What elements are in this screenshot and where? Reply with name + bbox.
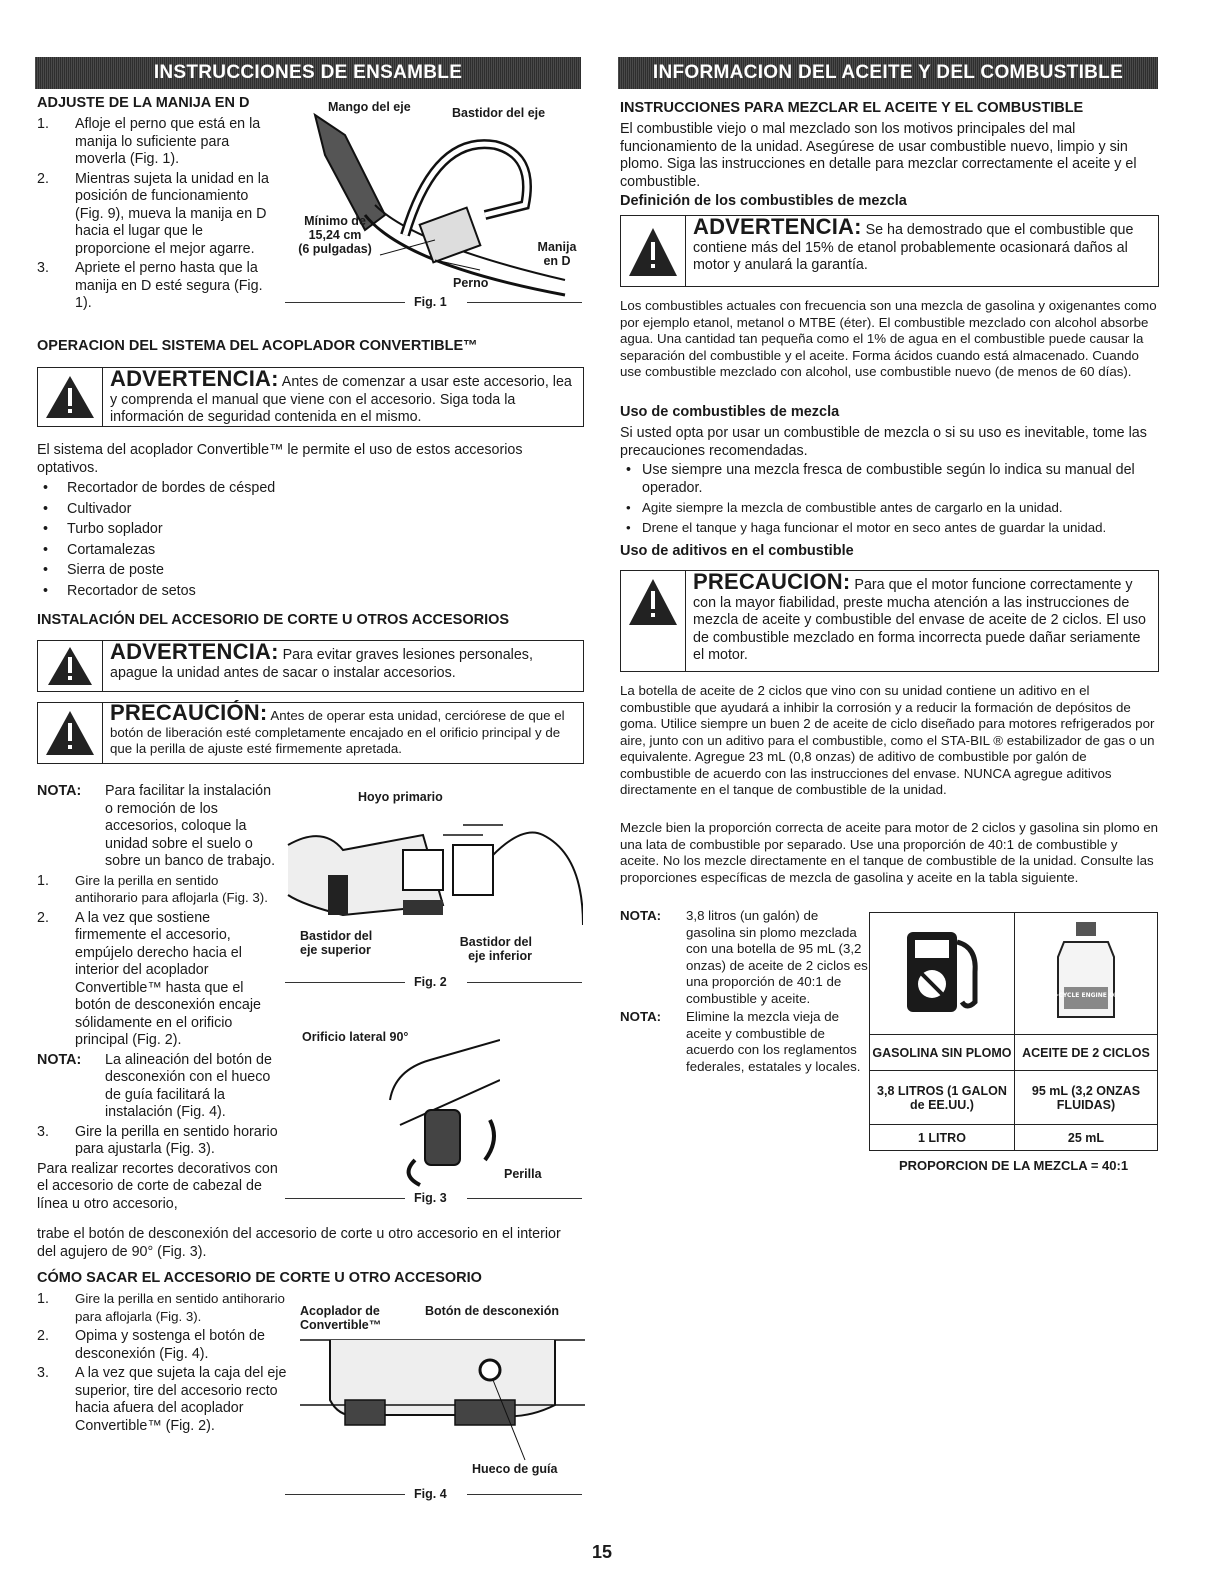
mix-ratio-table (869, 912, 1158, 1151)
warning-icon (621, 216, 686, 286)
fuels-paragraph: Los combustibles actuales con frecuencia son una mezcla de gasolina y oxigenantes como por ejemplo etanol, metanol o MTBE (éter). El combustible mezclado con alcohol absorbe agua. Una cantidad tan pequeña como el 1% de agua en el combustible puede causar la separación del combustible y el aceite. Forma ácidos cuando está almacenado. Cuando use combustible mezclado con alcohol, use combustible nuevo (de menos de 60 días). (620, 298, 1157, 379)
list-item: • Turbo soplador (37, 521, 582, 539)
step-text: Mientras sujeta la unidad en la posición de funcionamiento (Fig. 9), mueva la manija en D hacia el lugar que le proporcione el mejor agarre. (75, 170, 269, 257)
coupler-heading: OPERACION DEL SISTEMA DEL ACOPLADOR CONVERTIBLE™ (37, 338, 478, 354)
fig4-rule-left (285, 1494, 405, 1495)
def-heading: Definición de los combustibles de mezcla (620, 193, 907, 209)
oil-bottle-icon (1014, 913, 1157, 1035)
list-item: • Sierra de poste (37, 562, 582, 580)
list-item: • Recortador de bordes de césped (37, 480, 582, 498)
fig3-label-knob: Perilla (504, 1167, 542, 1181)
note-text: Para facilitar la instalación o remoción de los accesorios, coloque la unidad sobre el suelo o sobre un banco de trabajo. (105, 783, 276, 869)
list-item: • Agite siempre la mezcla de combustible antes de cargarlo en la unidad. (620, 500, 1160, 517)
fig2-label-upper-housing: Bastidor del eje superior (300, 929, 373, 957)
warning-icon (38, 368, 103, 426)
decorative-trim-text: Para realizar recortes decorativos con el accesorio de corte de cabezal de línea u otro accesorio, (37, 1160, 278, 1212)
coupler-warning-box (37, 367, 584, 427)
fig1-label-minimum: Mínimo de 15,24 cm (6 pulgadas) (298, 214, 372, 256)
fig1-rule-left (285, 302, 405, 303)
fig4-label-coupler: Acoplador de Convertible™ (300, 1304, 382, 1332)
fuel-warning-text: ADVERTENCIA: Se ha demostrado que el combustible que contiene más del 15% de etanol probablemente ocasionará daños al motor y anulará la garantía. (693, 214, 1134, 273)
mix-heading: INSTRUCCIONES PARA MEZCLAR EL ACEITE Y EL COMBUSTIBLE (620, 100, 1084, 116)
table-cell: 95 mL (3,2 ONZAS FLUIDAS) (1014, 1071, 1157, 1125)
d-handle-steps: 1. Afloje el perno que está en la manija lo suficiente para moverla (Fig. 1). 2. Mientras sujeta la unidad en la posición de funcionamiento (Fig. 9), mueva la manija en D hacia el lugar que le proporcione el mejor agarre. 3. Apriete el perno hasta que la manija en D esté segura (Fig. 1). (37, 116, 269, 311)
remove-heading: CÓMO SACAR EL ACCESORIO DE CORTE U OTRO ACCESORIO (37, 1270, 482, 1286)
use-heading: Uso de combustibles de mezcla (620, 404, 840, 420)
warning-icon (38, 703, 103, 763)
coupler-intro: El sistema del acoplador Convertible™ le permite el uso de estos accesorios optativos. (37, 442, 523, 476)
fig1-label-bolt: Perno (453, 276, 489, 290)
knob-figure-3 (300, 1020, 500, 1190)
fig4-label-guide-slot: Hueco de guía (472, 1462, 558, 1476)
table-cell: 25 mL (1014, 1125, 1157, 1151)
step-text: Gire la perilla en sentido horario para ajustarla (Fig. 3). (75, 1123, 278, 1157)
mix-intro: El combustible viejo o mal mezclado son los motivos principales del mal funcionamiento de la unidad. Asegúrese de usar combustible nuevo, limpio y sin plomo. Siga las instrucciones en detalle para mezclar correctamente el aceite y el combustible. (620, 121, 1137, 190)
step-text: Gire la perilla en sentido antihorario para aflojarla (Fig. 3). (75, 1291, 285, 1324)
note-text: La alineación del botón de desconexión con el hueco de guía facilitará la instalación (Fig. 4). (105, 1051, 272, 1120)
fig1-label-shaft-housing: Bastidor del eje (452, 106, 546, 120)
section-banner-oil-fuel: INFORMACION DEL ACEITE Y DEL COMBUSTIBLE (618, 57, 1158, 89)
warning-icon (38, 641, 103, 691)
coupler-figure-4 (295, 1330, 585, 1465)
coupler-warning-text: ADVERTENCIA: Antes de comenzar a usar este accesorio, lea y comprenda el manual que viene con el accesorio. Siga toda la información de seguridad contenida en el mismo. (110, 366, 572, 425)
note-text: 3,8 litros (un galón) de gasolina sin plomo mezclada con una botella de 95 mL (3,2 onzas) de aceite de 2 ciclos es una proporción de 40:1 de combustible y aceite. (686, 908, 868, 1006)
fig2-rule-right (467, 982, 582, 983)
fuel-notes: NOTA: 3,8 litros (un galón) de gasolina sin plomo mezclada con una botella de 95 mL (3,2 onzas) de aceite de 2 ciclos es una proporción de 40:1 de combustible y aceite. NOTA: Elimine la mezcla vieja de aceite y combustible de acuerdo con los reglamentos federales, estatales y locales. (620, 908, 868, 1074)
install-caution-box (37, 702, 584, 764)
fig3-rule-right (467, 1198, 582, 1199)
additives-caution-box (620, 570, 1159, 672)
step-text: A la vez que sostiene firmemente el accesorio, empújelo derecho hacia el interior del acoplador Convertible™ hasta que el botón de desconexión encaje sólidamente en el orificio principal (Fig. 2). (75, 909, 262, 1048)
fig4-label-release-button: Botón de desconexión (425, 1304, 560, 1318)
list-item: • Recortador de setos (37, 583, 582, 601)
svg-text:2-CYCLE ENGINE OIL: 2-CYCLE ENGINE OIL (1051, 992, 1121, 999)
use-list (620, 462, 1160, 539)
fig3-label-side-hole: Orificio lateral 90° (302, 1030, 409, 1044)
fig1-rule-right (467, 302, 582, 303)
table-cell: 3,8 LITROS (1 GALON de EE.UU.) (870, 1071, 1015, 1125)
step-text: Apriete el perno hasta que la manija en D esté segura (Fig. 1). (75, 260, 263, 311)
install-steps: NOTA: Para facilitar la instalación o remoción de los accesorios, coloque la unidad sobre el suelo o sobre un banco de trabajo. 1. Gire la perilla en sentido antihorario para aflojarla (Fig. 3). 2. A la vez que sostiene firmemente el accesorio, empújelo derecho hacia el interior del acoplador Convertible™ hasta que el botón de desconexión encaje sólidamente en el orificio principal (Fig. 2). NOTA: La alineación del botón de desconexión con el hueco de guía facilitará la instalación (Fig. 4). 3. Gire la perilla en sentido horario para ajustarla (Fig. 3). Para realizar recortes decorativos con el accesorio de corte de cabezal de línea u otro accesorio, (37, 783, 282, 1213)
fuel-warning-box (620, 215, 1159, 287)
ratio-paragraph: Mezcle bien la proporción correcta de aceite para motor de 2 ciclos y gasolina sin plomo en una lata de combustible por separado. Use una proporción de 40:1 de combustible y aceite. No los mezcle directamente en el tanque de combustible de la unidad. Consulte las proporciones específicas de mezcla de gasolina y aceite en la tabla siguiente. (620, 820, 1159, 885)
table-cell: 1 LITRO (870, 1125, 1015, 1151)
fuel-pump-icon (870, 913, 1015, 1035)
use-intro: Si usted opta por usar un combustible de mezcla o si su uso es inevitable, tome las precauciones recomendadas. (620, 425, 1147, 459)
fig1-label-shaft-handle: Mango del eje (328, 100, 411, 114)
step-text: Opima y sostenga el botón de desconexión (Fig. 4). (75, 1328, 265, 1362)
coupler-figure-2 (283, 805, 583, 940)
install-warning-box (37, 640, 584, 692)
fig2-rule-left (285, 982, 405, 983)
fig1-label-d-handle: Manija en D (537, 240, 577, 268)
fig3-caption: Fig. 3 (414, 1191, 447, 1205)
fig2-label-primary-hole: Hoyo primario (358, 790, 443, 804)
step-text: Afloje el perno que está en la manija lo suficiente para moverla (Fig. 1). (75, 116, 261, 167)
table-header-gasoline: GASOLINA SIN PLOMO (870, 1035, 1015, 1071)
step-text: Gire la perilla en sentido antihorario para aflojarla (Fig. 3). (75, 872, 268, 905)
table-header-oil: ACEITE DE 2 CICLOS (1014, 1035, 1157, 1071)
fig4-rule-right (467, 1494, 582, 1495)
remove-steps: 1. Gire la perilla en sentido antihorario para aflojarla (Fig. 3). 2. Opima y sostenga el botón de desconexión (Fig. 4). 3. A la vez que sujeta la caja del eje superior, tire del accesorio recto hacia afuera del acoplador Convertible™ (Fig. 2). (37, 1291, 287, 1434)
fig1-caption: Fig. 1 (414, 295, 447, 309)
d-handle-figure (285, 95, 585, 310)
list-item: • Cortamalezas (37, 542, 582, 560)
list-item: • Drene el tanque y haga funcionar el motor en seco antes de guardar la unidad. (620, 520, 1160, 537)
note-text: Elimine la mezcla vieja de aceite y combustible de acuerdo con los reglamentos federales, estatales y locales. (686, 1009, 861, 1074)
d-handle-heading: ADJUSTE DE LA MANIJA EN D (37, 95, 250, 111)
section-banner-assembly: INSTRUCCIONES DE ENSAMBLE (35, 57, 581, 89)
step-text: A la vez que sujeta la caja del eje superior, tire del accesorio recto hacia afuera del acoplador Convertible™ (Fig. 2). (75, 1365, 287, 1434)
additives-heading: Uso de aditivos en el combustible (620, 543, 854, 559)
fig2-label-lower-housing: Bastidor del eje inferior (459, 935, 532, 963)
install-warning-text: ADVERTENCIA: Para evitar graves lesiones personales, apague la unidad antes de sacar o instalar accesorios. (110, 639, 533, 681)
fig3-rule-left (285, 1198, 405, 1199)
fig2-caption: Fig. 2 (414, 975, 447, 989)
additives-caution-text: PRECAUCION: Para que el motor funcione correctamente y con la mayor fiabilidad, preste mucha atención a las instrucciones de mezcla de aceite y combustible del envase de aceite de 2 ciclos. El uso de combustible mezclado en forma incorrecta puede dañar seriamente el motor. (693, 569, 1146, 663)
install-heading: INSTALACIÓN DEL ACCESORIO DE CORTE U OTROS ACCESORIOS (37, 612, 510, 628)
list-item: • Cultivador (37, 501, 582, 519)
bottle-paragraph: La botella de aceite de 2 ciclos que vino con su unidad contiene un aditivo en el combustible que ayudará a inhibir la corrosión y a reducir la formación de depósitos de goma. Utilice siempre un buen 2 de aceite de ciclo diseñado para motores refrigerados por aire, junto con un aditivo para el combustible, como el STA-BIL ® estabilizador de gas o un equivalente. Agregue 23 mL (0,8 onzas) de aditivo de combustible por galón de combustible de acuerdo con las instrucciones del envase. NUNCA agregue aditivos directamente en el tanque de combustible de la unidad. (620, 683, 1155, 797)
decorative-trim-text-cont: trabe el botón de desconexión del accesorio de corte u otro accesorio en el interior del agujero de 90° (Fig. 3). (37, 1226, 561, 1260)
fig4-caption: Fig. 4 (414, 1487, 447, 1501)
warning-icon (621, 571, 686, 671)
list-item: • Use siempre una mezcla fresca de combustible según lo indica su manual del operador. (620, 462, 1160, 497)
install-caution-text: PRECAUCIÓN: Antes de operar esta unidad, cerciórese de que el botón de liberación esté completamente encajado en el orificio principal y de que la perilla de ajuste esté firmemente apretada. (110, 700, 565, 756)
page-number: 15 (592, 1542, 613, 1562)
accessory-list (37, 480, 582, 603)
mix-ratio-caption: PROPORCION DE LA MEZCLA = 40:1 (898, 1158, 1129, 1173)
